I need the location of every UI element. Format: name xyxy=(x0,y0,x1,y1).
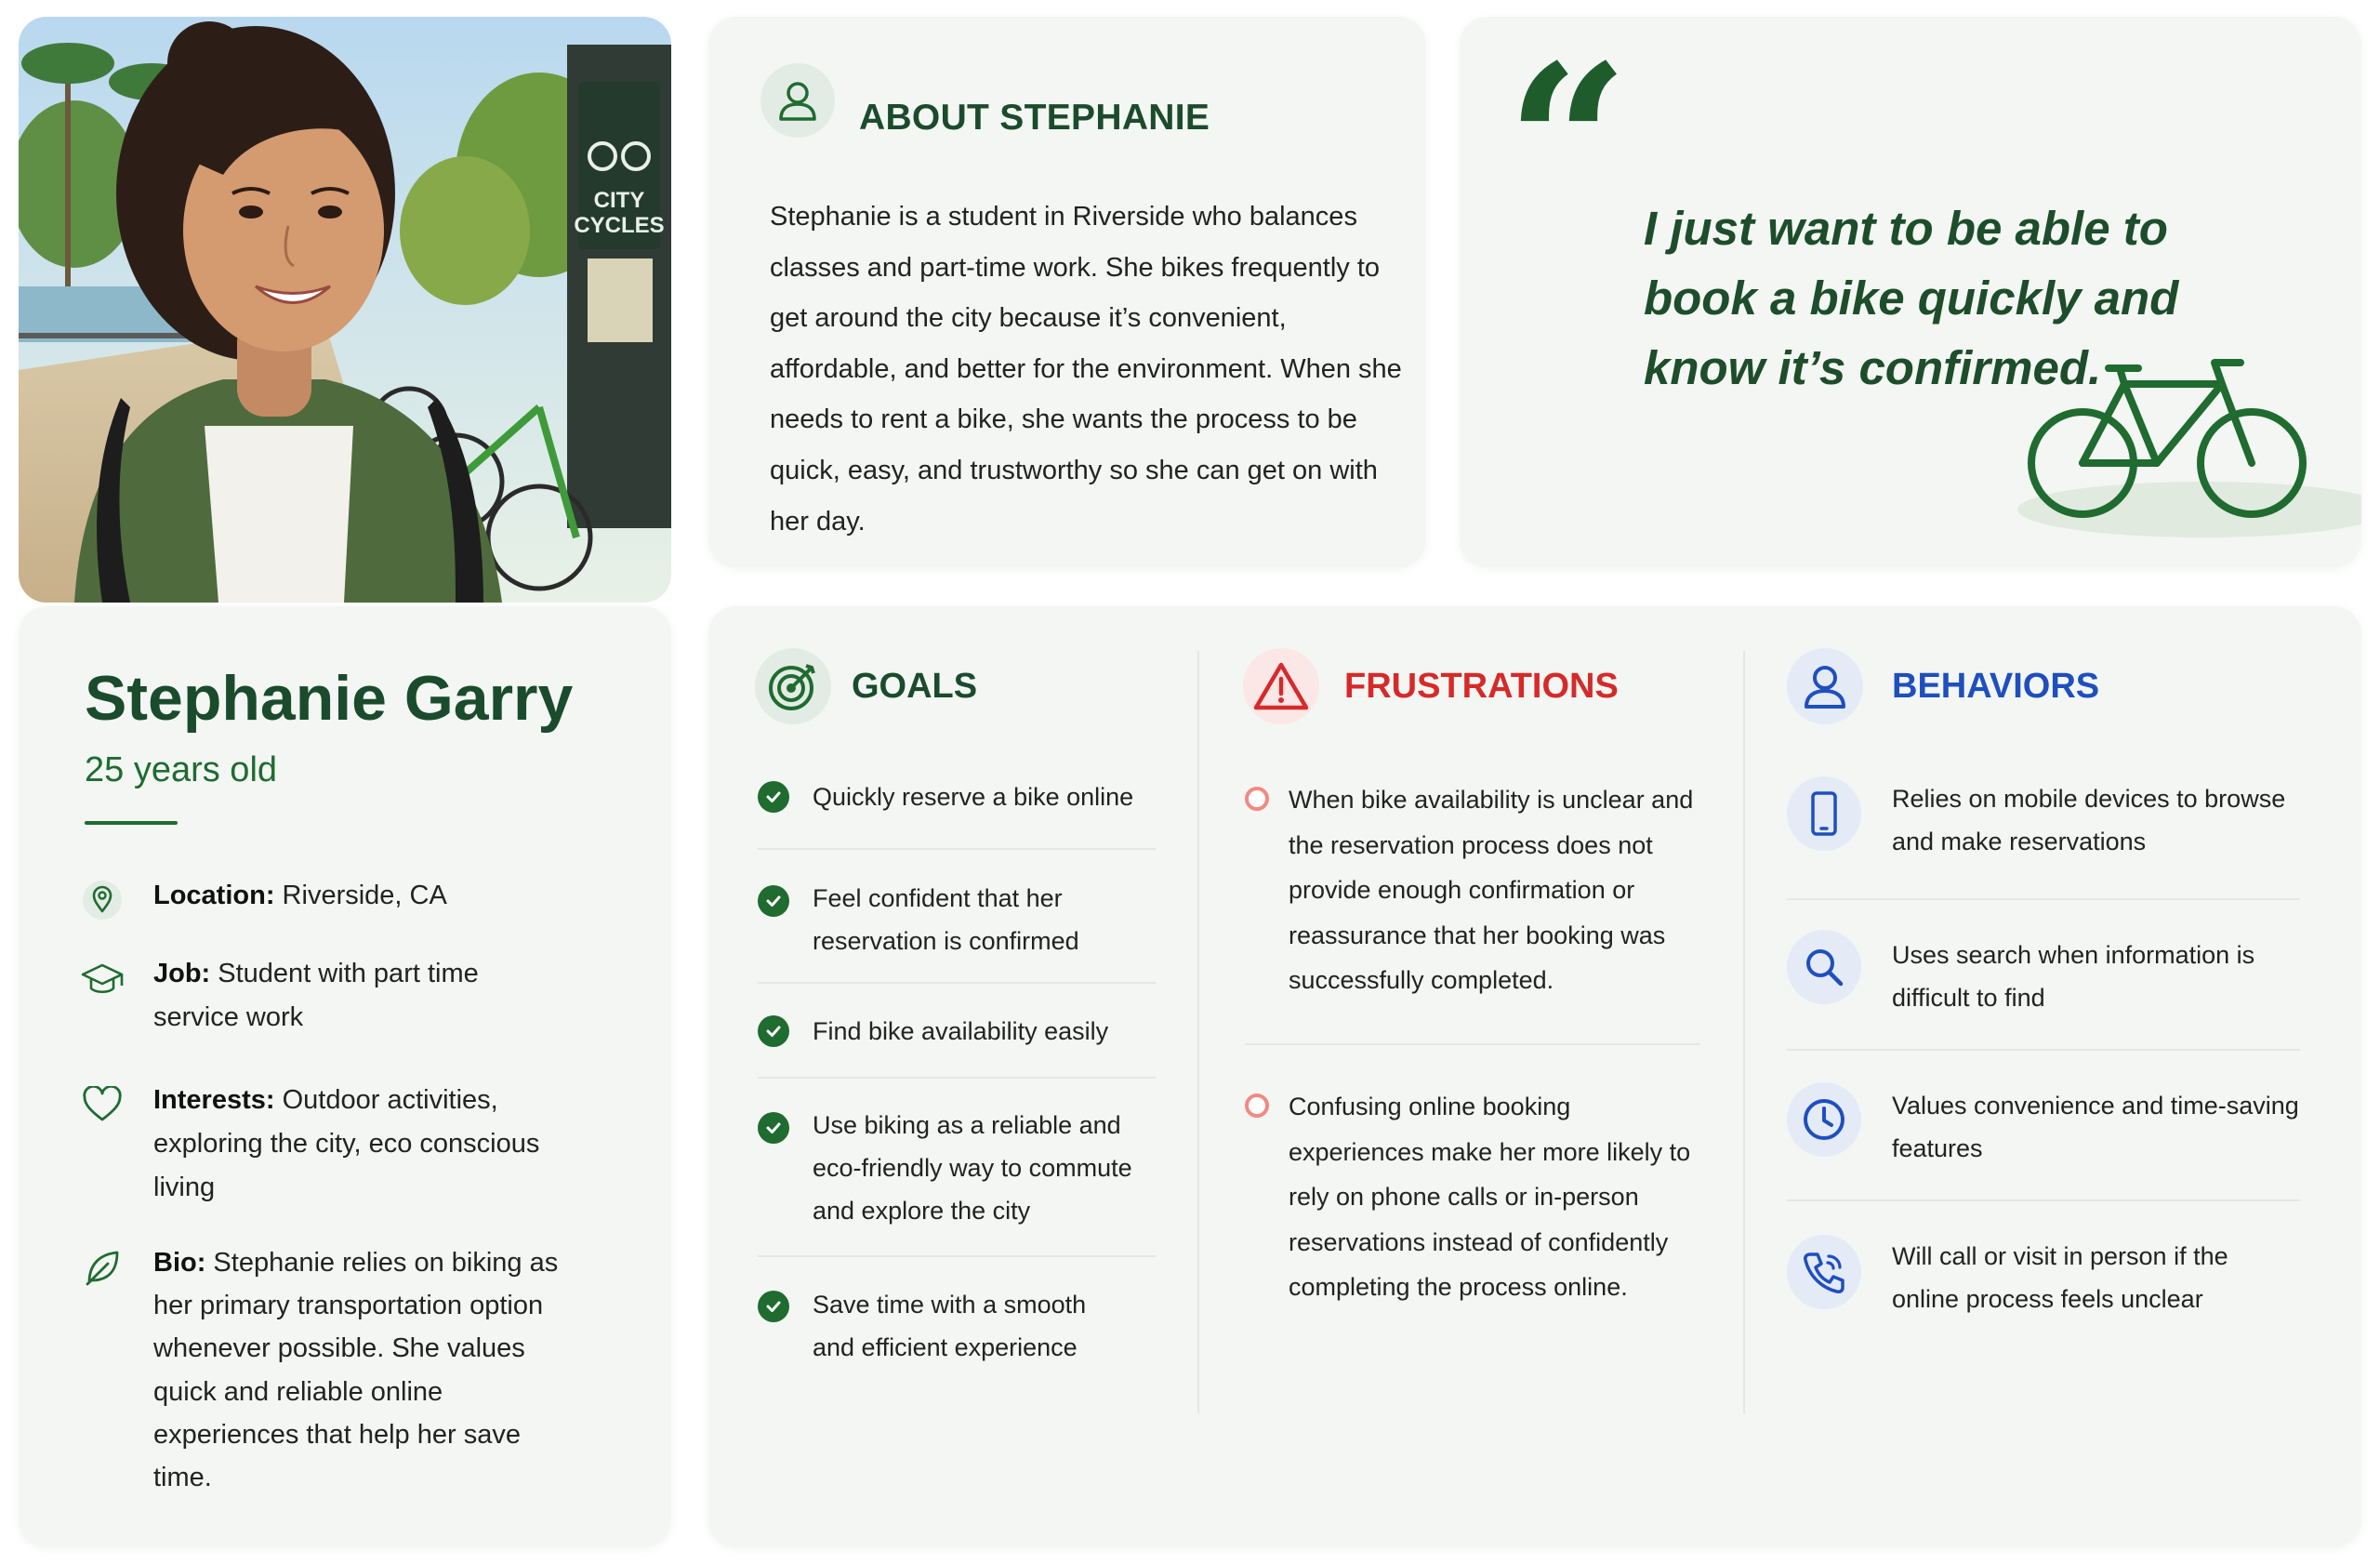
warning-icon xyxy=(1243,648,1319,724)
bio-value: Stephanie relies on biking as her primary transportation option whenever possible. She values quick and reliable online experiences that help her save time. xyxy=(153,1248,559,1493)
heart-icon xyxy=(78,1080,126,1129)
check-icon xyxy=(758,781,789,813)
interests-value: Outdoor activities, exploring the city, eco conscious living xyxy=(153,1085,540,1202)
bio-text xyxy=(153,1241,562,1499)
goals-title: GOALS xyxy=(852,667,978,706)
smartphone-icon xyxy=(1787,776,1861,851)
frustration-text: When bike availability is unclear and the reservation process does not provide enough confirmation or reassurance that her booking was successfully completed. xyxy=(1289,786,1694,994)
interests-text xyxy=(153,1079,562,1210)
frustrations-title: FRUSTRATIONS xyxy=(1344,667,1619,706)
goal-text: Quickly reserve a bike online xyxy=(813,783,1134,811)
about-body: Stephanie is a student in Riverside who balances classes and part-time work. She bikes frequently to get around the city because it’s convenient, affordable, and better for the environment. When she needs to rent a bike, she wants the process to be quick, easy, and trustworthy so she can get on with her day. xyxy=(770,202,1402,537)
divider xyxy=(758,1255,1156,1257)
clock-icon xyxy=(1787,1082,1861,1157)
location-text xyxy=(153,874,562,918)
persona-age: 25 years old xyxy=(85,750,278,789)
behavior-text: Uses search when information is difficult to find xyxy=(1892,941,2255,1012)
divider xyxy=(1787,1049,2300,1051)
search-icon xyxy=(1787,930,1861,1004)
divider xyxy=(758,848,1156,850)
bullet-ring-icon xyxy=(1245,1093,1269,1118)
goal-text: Use biking as a reliable and eco-friendly way to commute and explore the city xyxy=(813,1111,1132,1225)
job-text xyxy=(153,952,562,1040)
persona-name: Stephanie Garry xyxy=(85,663,574,734)
column-divider xyxy=(1197,651,1199,1413)
job-label: Job: xyxy=(153,959,211,988)
check-icon xyxy=(758,1015,789,1047)
quote-text: I just want to be able to book a bike quickly and know it’s confirmed. xyxy=(1644,202,2179,394)
profile-card xyxy=(19,606,671,1547)
bullet-ring-icon xyxy=(1245,787,1269,811)
divider xyxy=(758,982,1156,984)
leaf-icon xyxy=(78,1243,126,1292)
persona-photo-illustration xyxy=(19,17,671,603)
phone-icon xyxy=(1787,1235,1861,1309)
quote-card xyxy=(1460,17,2361,567)
target-icon xyxy=(755,648,831,724)
persona-photo xyxy=(19,17,671,603)
bicycle-icon xyxy=(2008,351,2361,547)
about-title: ABOUT STEPHANIE xyxy=(859,98,1210,138)
job-value: Student with part time service work xyxy=(153,959,479,1032)
goal-text: Feel confident that her reservation is confirmed xyxy=(813,884,1079,955)
about-card xyxy=(708,17,1426,567)
interests-label: Interests: xyxy=(153,1085,275,1115)
divider xyxy=(85,821,178,825)
kiosk-sign-line1: CITY xyxy=(593,188,645,213)
location-pin-icon xyxy=(78,876,126,924)
person-icon xyxy=(1787,648,1863,724)
behavior-text: Will call or visit in person if the online process feels unclear xyxy=(1892,1242,2228,1313)
bio-label: Bio: xyxy=(153,1248,206,1278)
location-label: Location: xyxy=(153,881,275,910)
behaviors-title: BEHAVIORS xyxy=(1892,667,2100,706)
location-value: Riverside, CA xyxy=(274,881,447,910)
frustration-text: Confusing online booking experiences make her more likely to rely on phone calls or in-person reservations instead of confidently completing the process online. xyxy=(1289,1093,1691,1301)
behavior-text: Relies on mobile devices to browse and make reservations xyxy=(1892,785,2286,855)
check-icon xyxy=(758,885,789,917)
quote-mark-icon: “ xyxy=(1506,19,1630,270)
behavior-text: Values convenience and time-saving features xyxy=(1892,1092,2299,1162)
goal-text: Save time with a smooth and efficient experience xyxy=(813,1291,1087,1361)
column-divider xyxy=(1743,651,1745,1413)
divider xyxy=(1245,1043,1700,1045)
check-icon xyxy=(758,1291,789,1322)
divider xyxy=(758,1077,1156,1079)
divider xyxy=(1787,1200,2300,1201)
goal-text: Find bike availability easily xyxy=(813,1017,1109,1045)
kiosk-sign-line2: CYCLES xyxy=(574,213,665,238)
check-icon xyxy=(758,1112,789,1144)
graduation-cap-icon xyxy=(78,954,126,1002)
user-icon xyxy=(760,63,835,138)
divider xyxy=(1787,898,2300,900)
